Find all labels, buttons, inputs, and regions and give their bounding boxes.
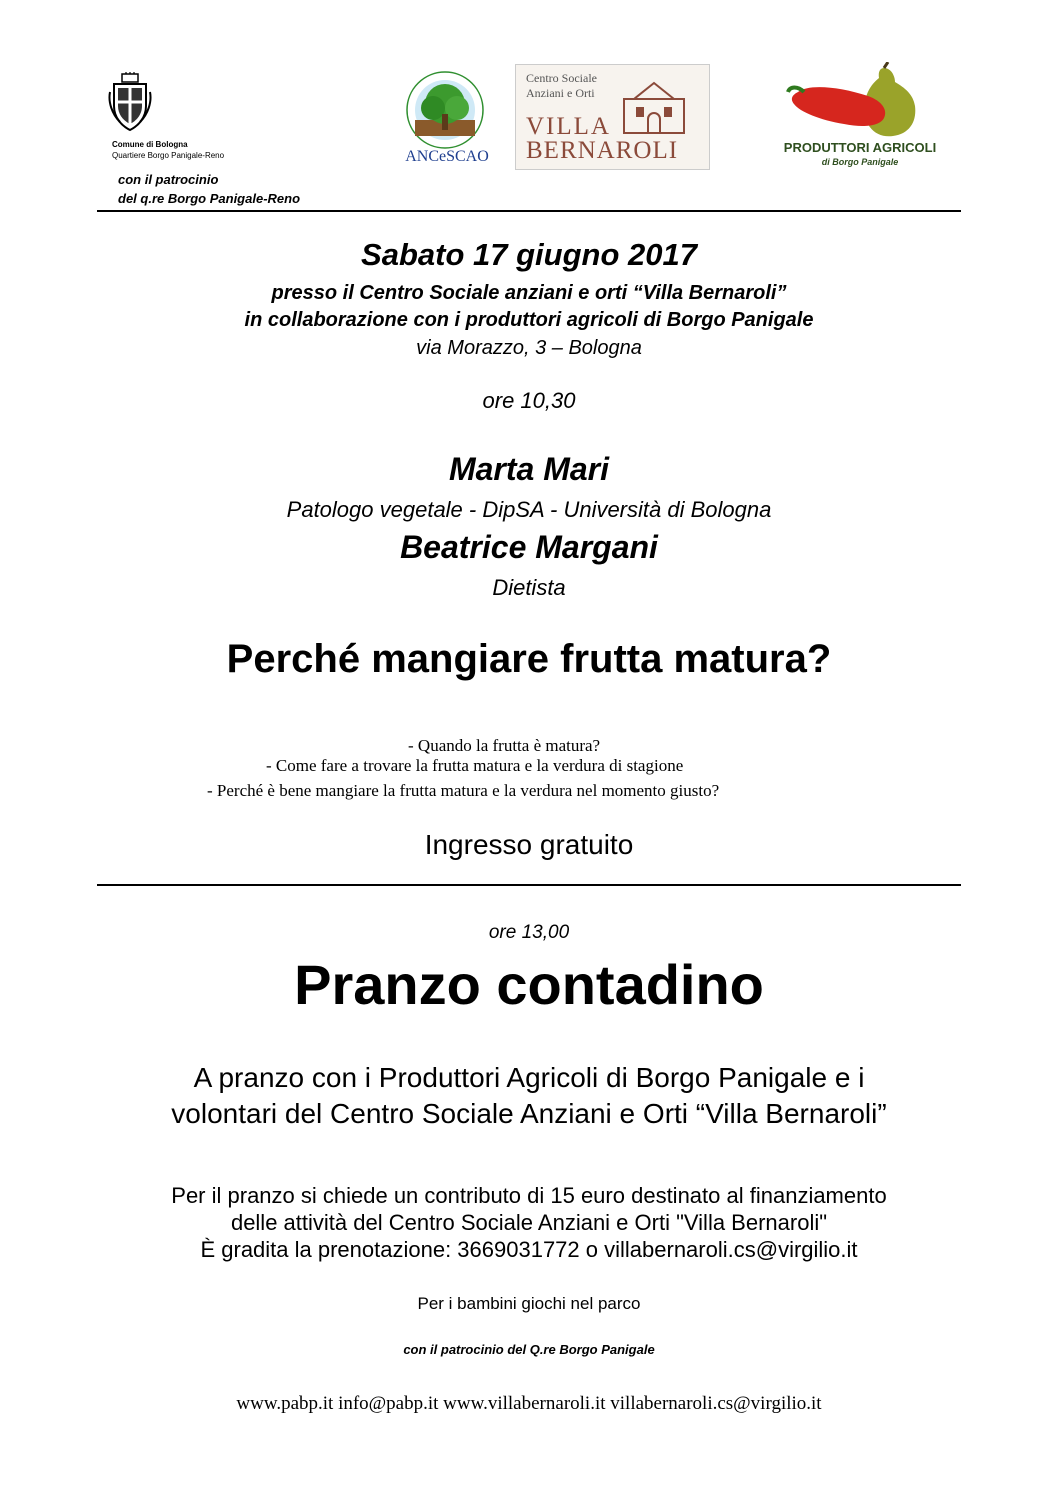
patronage-line2: del q.re Borgo Panigale-Reno (118, 191, 301, 206)
produttori-name: PRODUTTORI AGRICOLI (783, 140, 937, 155)
footer-contacts: www.pabp.it info@pabp.it www.villabernaroli.it villabernaroli.cs@virgilio.it (236, 1393, 822, 1414)
event-venue: presso il Centro Sociale anziani e orti “Villa Bernaroli” (271, 282, 787, 304)
bullet-2: - Come fare a trovare la frutta matura e la verdura di stagione (266, 756, 684, 775)
lunch-info-2: delle attività del Centro Sociale Anziani e Orti "Villa Bernaroli" (230, 1210, 828, 1235)
lunch-desc-2: volontari del Centro Sociale Anziani e Orti “Villa Bernaroli” (171, 1098, 887, 1129)
ancescao-name: ANCeSCAO (405, 148, 489, 165)
event-date: Sabato 17 giugno 2017 (361, 237, 697, 272)
villa-word1: VILLA (526, 113, 611, 140)
lunch-desc-1: A pranzo con i Produttori Agricoli di Borgo Panigale e i (193, 1062, 865, 1093)
tree-icon (397, 66, 493, 152)
event-address: via Morazzo, 3 – Bologna (416, 337, 642, 359)
bullet-1: - Quando la frutta è matura? (408, 736, 601, 755)
lunch-info-3: È gradita la prenotazione: 3669031772 o villabernaroli.cs@virgilio.it (200, 1237, 858, 1262)
entry-free: Ingresso gratuito (424, 829, 634, 860)
ancescao-logo (393, 66, 503, 170)
pepper-pear-icon (784, 62, 934, 140)
villa-building-icon (614, 77, 694, 137)
patronage-line1: con il patrocinio (118, 172, 219, 187)
comune-quartiere: Quartiere Borgo Panigale-Reno (112, 151, 225, 160)
coat-of-arms-icon (108, 72, 152, 136)
speaker-1-role: Patologo vegetale - DipSA - Università di Bologna (286, 497, 772, 522)
comune-name: Comune di Bologna (112, 140, 188, 149)
villa-line2: Anziani e Orti (526, 86, 595, 100)
lunch-title: Pranzo contadino (294, 953, 764, 1016)
villa-word2: BERNAROLI (526, 137, 679, 164)
lunch-info-1: Per il pranzo si chiede un contributo di 15 euro destinato al finanziamento (171, 1183, 887, 1208)
produttori-agricoli-logo (770, 62, 950, 174)
lunch-patronage: con il patrocinio del Q.re Borgo Panigale (403, 1342, 655, 1357)
produttori-sub: di Borgo Panigale (821, 157, 899, 167)
villa-bernaroli-logo (515, 64, 710, 170)
mid-divider (97, 884, 961, 886)
speaker-1-name: Marta Mari (448, 451, 610, 487)
event-collab: in collaborazione con i produttori agricoli di Borgo Panigale (244, 309, 814, 331)
comune-logo (104, 72, 254, 168)
event-time: ore 10,30 (482, 388, 576, 413)
villa-line1: Centro Sociale (526, 71, 597, 85)
top-divider (97, 210, 961, 212)
talk-title: Perché mangiare frutta matura? (226, 637, 832, 681)
kids-activity: Per i bambini giochi nel parco (417, 1294, 641, 1313)
lunch-time: ore 13,00 (488, 922, 570, 943)
bullet-3: - Perché è bene mangiare la frutta matura e la verdura nel momento giusto? (207, 781, 720, 800)
speaker-2-role: Dietista (492, 575, 566, 600)
speaker-2-name: Beatrice Margani (400, 529, 658, 565)
